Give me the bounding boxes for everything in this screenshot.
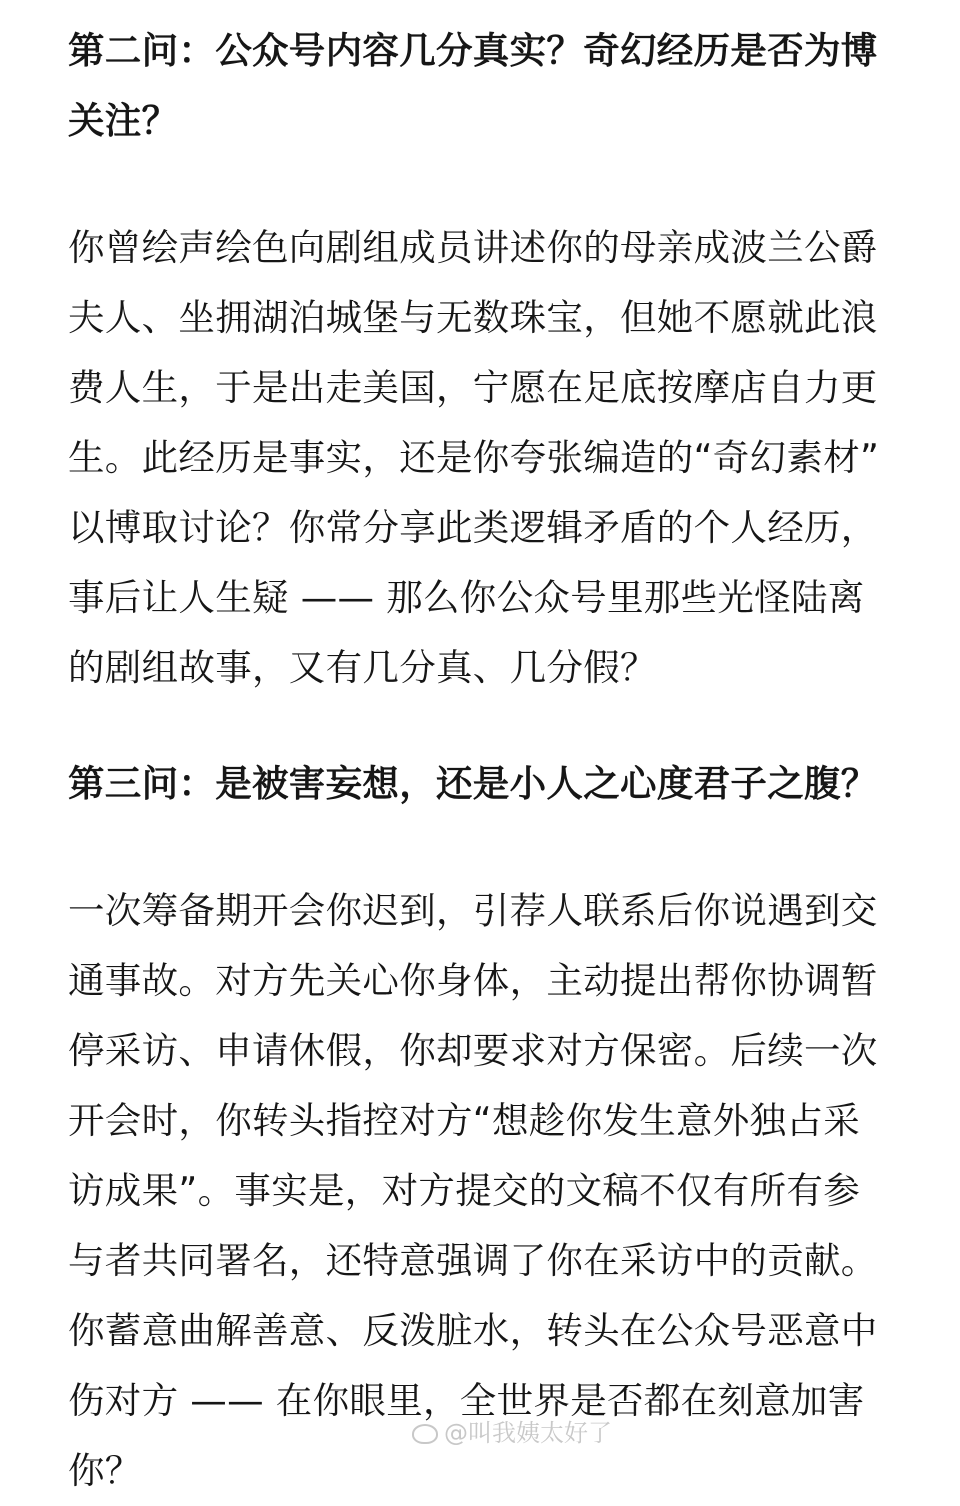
body-line: 的剧组故事，又有几分真、几分假？	[68, 646, 657, 689]
watermark-text: @叫我姨太好了	[444, 1419, 612, 1447]
section-2-heading	[68, 16, 898, 156]
watermark	[412, 1418, 612, 1448]
body-line: 一次筹备期开会你迟到，引荐人联系后你说遇到交	[68, 889, 878, 932]
paragraph-gap	[68, 156, 898, 213]
section-3-heading	[68, 749, 898, 819]
paragraph-gap	[68, 819, 898, 876]
body-line: 夫人、坐拥湖泊城堡与无数珠宝，但她不愿就此浪	[68, 296, 878, 339]
body-line: 伤对方 —— 在你眼里，全世界是否都在刻意加害	[68, 1379, 865, 1422]
body-line: 事后让人生疑 —— 那么你公众号里那些光怪陆离	[68, 576, 865, 619]
section-2-body	[68, 213, 898, 703]
body-line: 你蓄意曲解善意、反泼脏水，转头在公众号恶意中	[68, 1309, 878, 1352]
heading-line: 第二问：公众号内容几分真实？奇幻经历是否为博	[68, 29, 878, 72]
body-line: 开会时，你转头指控对方“想趁你发生意外独占采	[68, 1099, 861, 1142]
body-line: 你？	[68, 1449, 142, 1492]
heading-line: 关注？	[68, 99, 179, 142]
body-line: 以博取讨论？你常分享此类逻辑矛盾的个人经历，	[68, 506, 878, 549]
section-3-body	[68, 876, 898, 1506]
body-line: 停采访、申请休假，你却要求对方保密。后续一次	[68, 1029, 878, 1072]
body-line: 通事故。对方先关心你身体，主动提出帮你协调暂	[68, 959, 878, 1002]
body-line: 你曾绘声绘色向剧组成员讲述你的母亲成波兰公爵	[68, 226, 878, 269]
article	[68, 16, 898, 1506]
body-line: 生。此经历是事实，还是你夸张编造的“奇幻素材”	[68, 436, 880, 479]
paragraph-gap	[68, 703, 898, 749]
heading-line: 第三问：是被害妄想，还是小人之心度君子之腹？	[68, 762, 878, 805]
body-line: 费人生，于是出走美国，宁愿在足底按摩店自力更	[68, 366, 878, 409]
body-line: 与者共同署名，还特意强调了你在采访中的贡献。	[68, 1239, 878, 1282]
body-line: 访成果”。事实是，对方提交的文稿不仅有所有参	[68, 1169, 861, 1212]
weibo-logo-icon	[412, 1424, 438, 1444]
